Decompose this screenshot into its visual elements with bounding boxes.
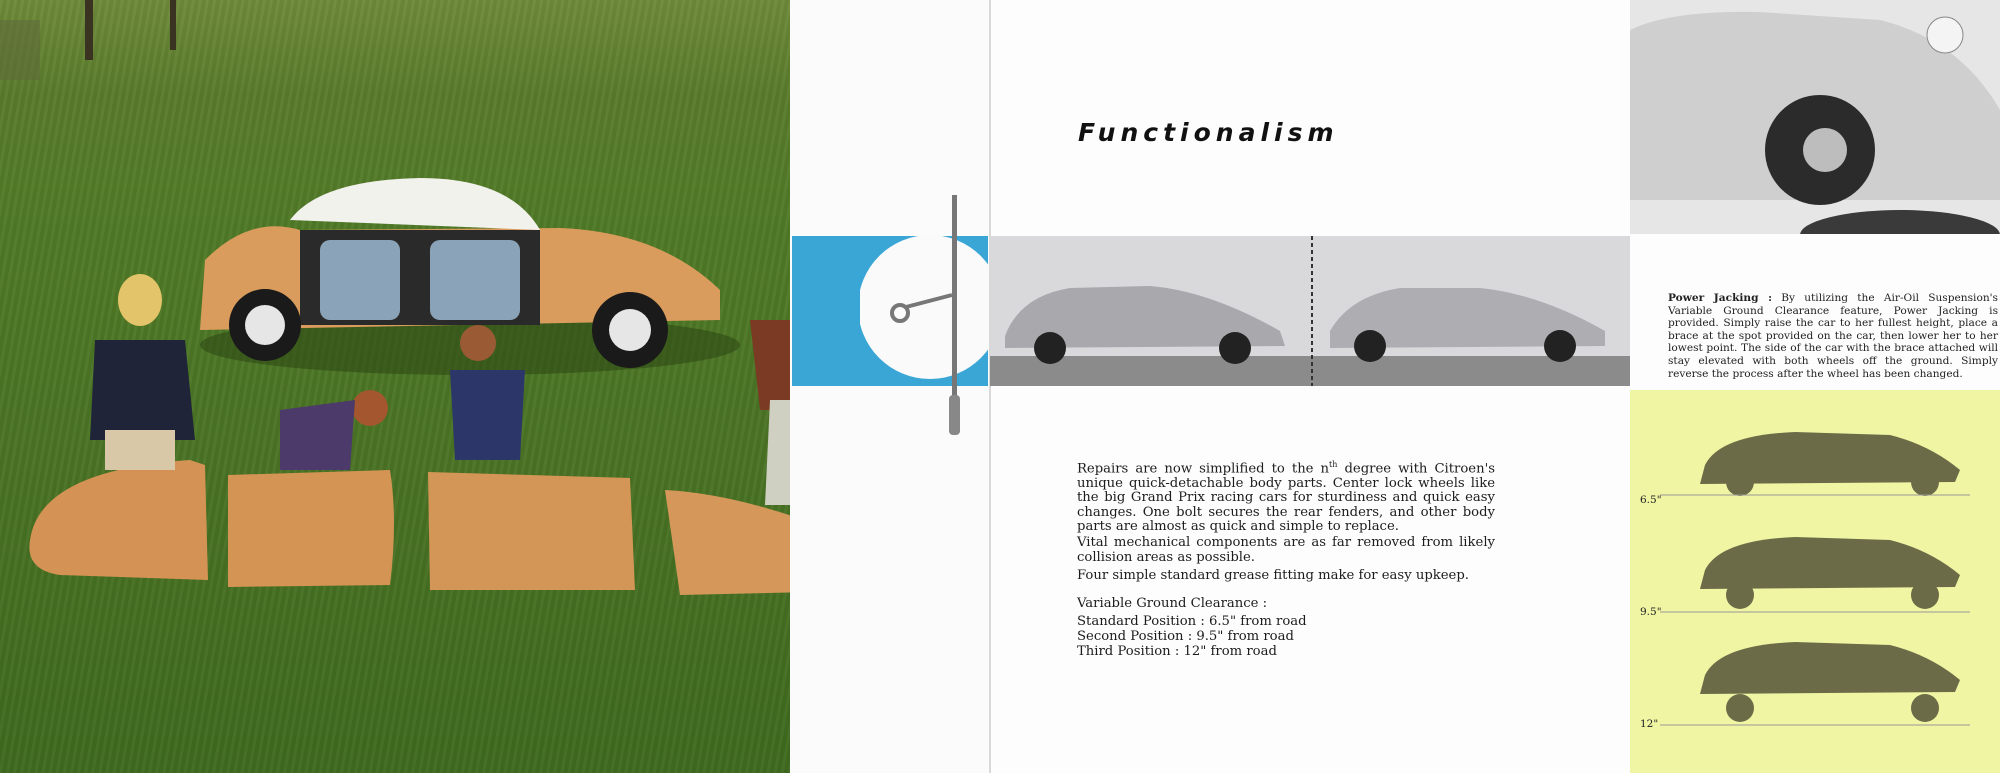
clearance-position: Standard Position : 6.5" from road xyxy=(1077,614,1307,629)
caption-label: Power Jacking : xyxy=(1668,292,1772,304)
clearance-position: Third Position : 12" from road xyxy=(1077,644,1277,659)
height-label: 12" xyxy=(1640,718,1659,730)
clearance-heading: Variable Ground Clearance : xyxy=(1077,596,1268,611)
road-surface xyxy=(990,356,1630,386)
power-jacking-illustration xyxy=(1630,0,2000,234)
clearance-position: Second Position : 9.5" from road xyxy=(1077,629,1294,644)
body-panel-rear-fender xyxy=(29,460,208,580)
paragraph-components: Vital mechanical components are as far removed from likely collision areas as possible. xyxy=(1077,535,1495,565)
power-jacking-caption xyxy=(1668,292,1998,380)
tool-rod xyxy=(952,195,957,405)
headlight xyxy=(1927,17,1963,53)
height-label: 9.5" xyxy=(1640,606,1662,618)
person-boy2 xyxy=(450,370,525,460)
body-panel-front-door xyxy=(428,472,635,590)
person-woman-head xyxy=(118,274,162,326)
body-panel-rear-door xyxy=(228,470,394,587)
superscript-th: th xyxy=(1329,460,1338,469)
person-boy1 xyxy=(280,400,355,470)
car-hubcap xyxy=(245,305,285,345)
person-boy1-head xyxy=(352,390,388,426)
caption-text: By utilizing the Air-Oil Suspension's Variable Ground Clearance feature, Power Jacking is provided. Simply raise the car to her fullest height, place a brace at the spot provided on the car, then lower her to her lowest point. The side of the car with the brace attached will stay elevated with both wheels off the ground. Simply reverse the process after the wheel has been changed. xyxy=(1668,292,1998,380)
body-panel-front-fender xyxy=(665,490,800,595)
person-boy2-head xyxy=(460,325,496,361)
page-title: Functionalism xyxy=(1078,118,1339,147)
jacking-comparison-photo xyxy=(990,236,1630,386)
wrench-tool-illustration xyxy=(860,195,990,445)
brake-hub xyxy=(1803,128,1847,172)
paragraph-repairs xyxy=(1077,458,1495,535)
ground-clearance-panel xyxy=(1630,390,2000,773)
tree-trunk xyxy=(85,0,93,60)
car-wheel xyxy=(1219,332,1251,364)
ground-clearance-diagram xyxy=(1630,390,2000,773)
power-jacking-photo xyxy=(1630,0,2000,234)
car-roof xyxy=(290,178,540,230)
paragraph-repairs-b: degree with Citroen's unique quick-detachable body parts. Center lock wheels like the big Grand Prix racing cars for sturdiness and quick easy changes. One bolt secures the rear fenders, and other body parts are almost as quick and simple to replace. xyxy=(1077,461,1495,535)
paragraph-grease: Four simple standard grease fitting make for easy upkeep. xyxy=(1077,568,1469,583)
tool-handle xyxy=(949,395,960,435)
car-seat-rear xyxy=(320,240,400,320)
car-wheel xyxy=(1544,330,1576,362)
car-hubcap xyxy=(609,309,651,351)
tree-trunk xyxy=(170,0,176,50)
jacking-comparison-illustration xyxy=(990,236,1630,386)
silhouette-car-high xyxy=(1700,642,1960,722)
silhouette-car-mid xyxy=(1700,537,1960,609)
car-wheel xyxy=(1034,332,1066,364)
car-seat-front xyxy=(430,240,520,320)
car-wheel xyxy=(1354,330,1386,362)
person-woman-skirt xyxy=(105,430,175,470)
person-woman xyxy=(90,340,195,440)
photo-illustration xyxy=(0,0,800,773)
bush xyxy=(0,20,40,80)
paragraph-repairs-a: Repairs are now simplified to the n xyxy=(1077,461,1330,477)
height-label: 6.5" xyxy=(1640,494,1662,506)
cutaway-car-photo xyxy=(0,0,800,773)
tool-backdrop-circle xyxy=(860,235,990,379)
silhouette-car-low xyxy=(1700,432,1960,496)
